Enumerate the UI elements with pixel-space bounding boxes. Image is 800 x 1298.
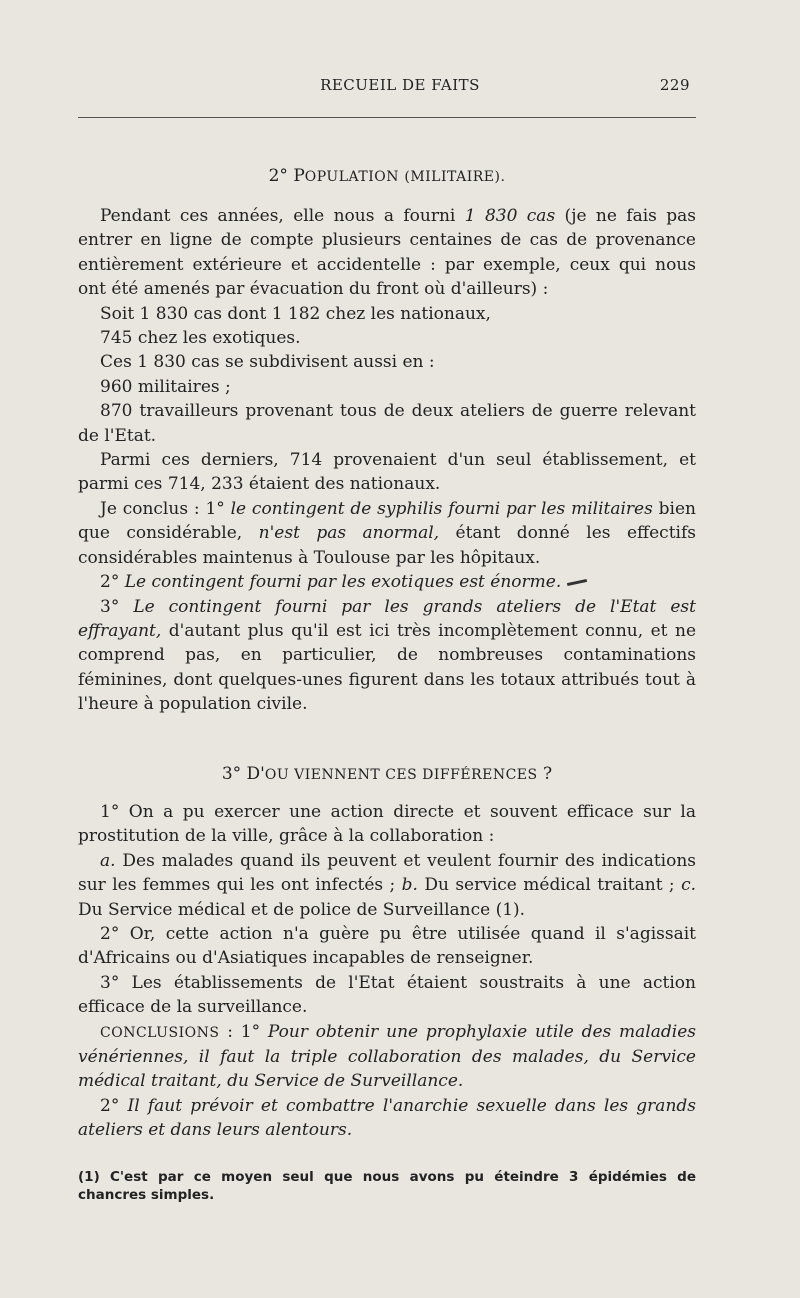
paragraph: a. Des malades quand ils peuvent et veulent fournir des indications sur les femmes qui les ont infectés ; b. Du service médical traitant ; c. Du Service médical et de police de Surveillance (1). [78, 850, 696, 920]
section-heading-population: 2° POPULATION (MILITAIRE). [268, 166, 506, 186]
paragraph: Soit 1 830 cas dont 1 182 chez les nationaux, [100, 303, 491, 324]
paragraph: Parmi ces derniers, 714 provenaient d'un seul établissement, et parmi ces 714, 233 étaient des nationaux. [78, 450, 696, 495]
section-population-body [78, 204, 696, 717]
paragraph: 960 militaires ; [100, 376, 231, 397]
pencil-mark [567, 579, 587, 586]
paragraph: 2° Il faut prévoir et combattre l'anarchie sexuelle dans les grands ateliers et dans leurs alentours. [78, 1095, 696, 1141]
paragraph: Pendant ces années, elle nous a fourni 1 830 cas (je ne fais pas entrer en ligne de compte plusieurs centaines de cas de provenance entièrement extérieure et accidentelle : par exemple, ceux qui nous ont été amenés par évacuation du front où d'ailleurs) : [78, 206, 697, 300]
paragraph: Ces 1 830 cas se subdivisent aussi en : [100, 352, 435, 373]
paragraph: 3° Le contingent fourni par les grands ateliers de l'Etat est effrayant, d'autant plus qu'il est ici très incomplètement connu, et ne comprend pas, en particulier, de nombreuses contaminations féminines, dont quelques-unes figurent dans les totaux attribués tout à l'heure à population civile. [78, 596, 696, 715]
section-heading-differences: 3° D'OU VIENNENT CES DIFFÉRENCES ? [221, 764, 553, 784]
paragraph: Je conclus : 1° le contingent de syphilis fourni par les militaires bien que considérable, n'est pas anormal, étant donné les effectifs considérables maintenus à Toulouse par les hôpitaux. [78, 498, 696, 568]
page-number: 229 [659, 76, 690, 94]
paragraph: 1° On a pu exercer une action directe et souvent efficace sur la prostitution de la ville, grâce à la collaboration : [78, 802, 696, 847]
paragraph: 2° Le contingent fourni par les exotiques est énorme. [78, 570, 696, 594]
header-title: RECUEIL DE FAITS [320, 76, 480, 94]
paragraph: 745 chez les exotiques. [100, 328, 301, 349]
paragraph: 870 travailleurs provenant tous de deux ateliers de guerre relevant de l'Etat. [78, 401, 696, 446]
footnote: (1) C'est par ce moyen seul que nous avons pu éteindre 3 épidémies de chancres simples. [78, 1169, 696, 1203]
paragraph: CONCLUSIONS : 1° Pour obtenir une prophylaxie utile des maladies vénériennes, il faut la triple collaboration des malades, du Service médical traitant, du Service de Surveillance. [78, 1021, 696, 1092]
section-differences-body [78, 800, 696, 1143]
header-rule [78, 117, 696, 118]
paragraph: 3° Les établissements de l'Etat étaient soustraits à une action efficace de la surveillance. [78, 972, 696, 1018]
paragraph: 2° Or, cette action n'a guère pu être utilisée quand il s'agissait d'Africains ou d'Asiatiques incapables de renseigner. [78, 924, 696, 969]
running-header [0, 76, 800, 96]
